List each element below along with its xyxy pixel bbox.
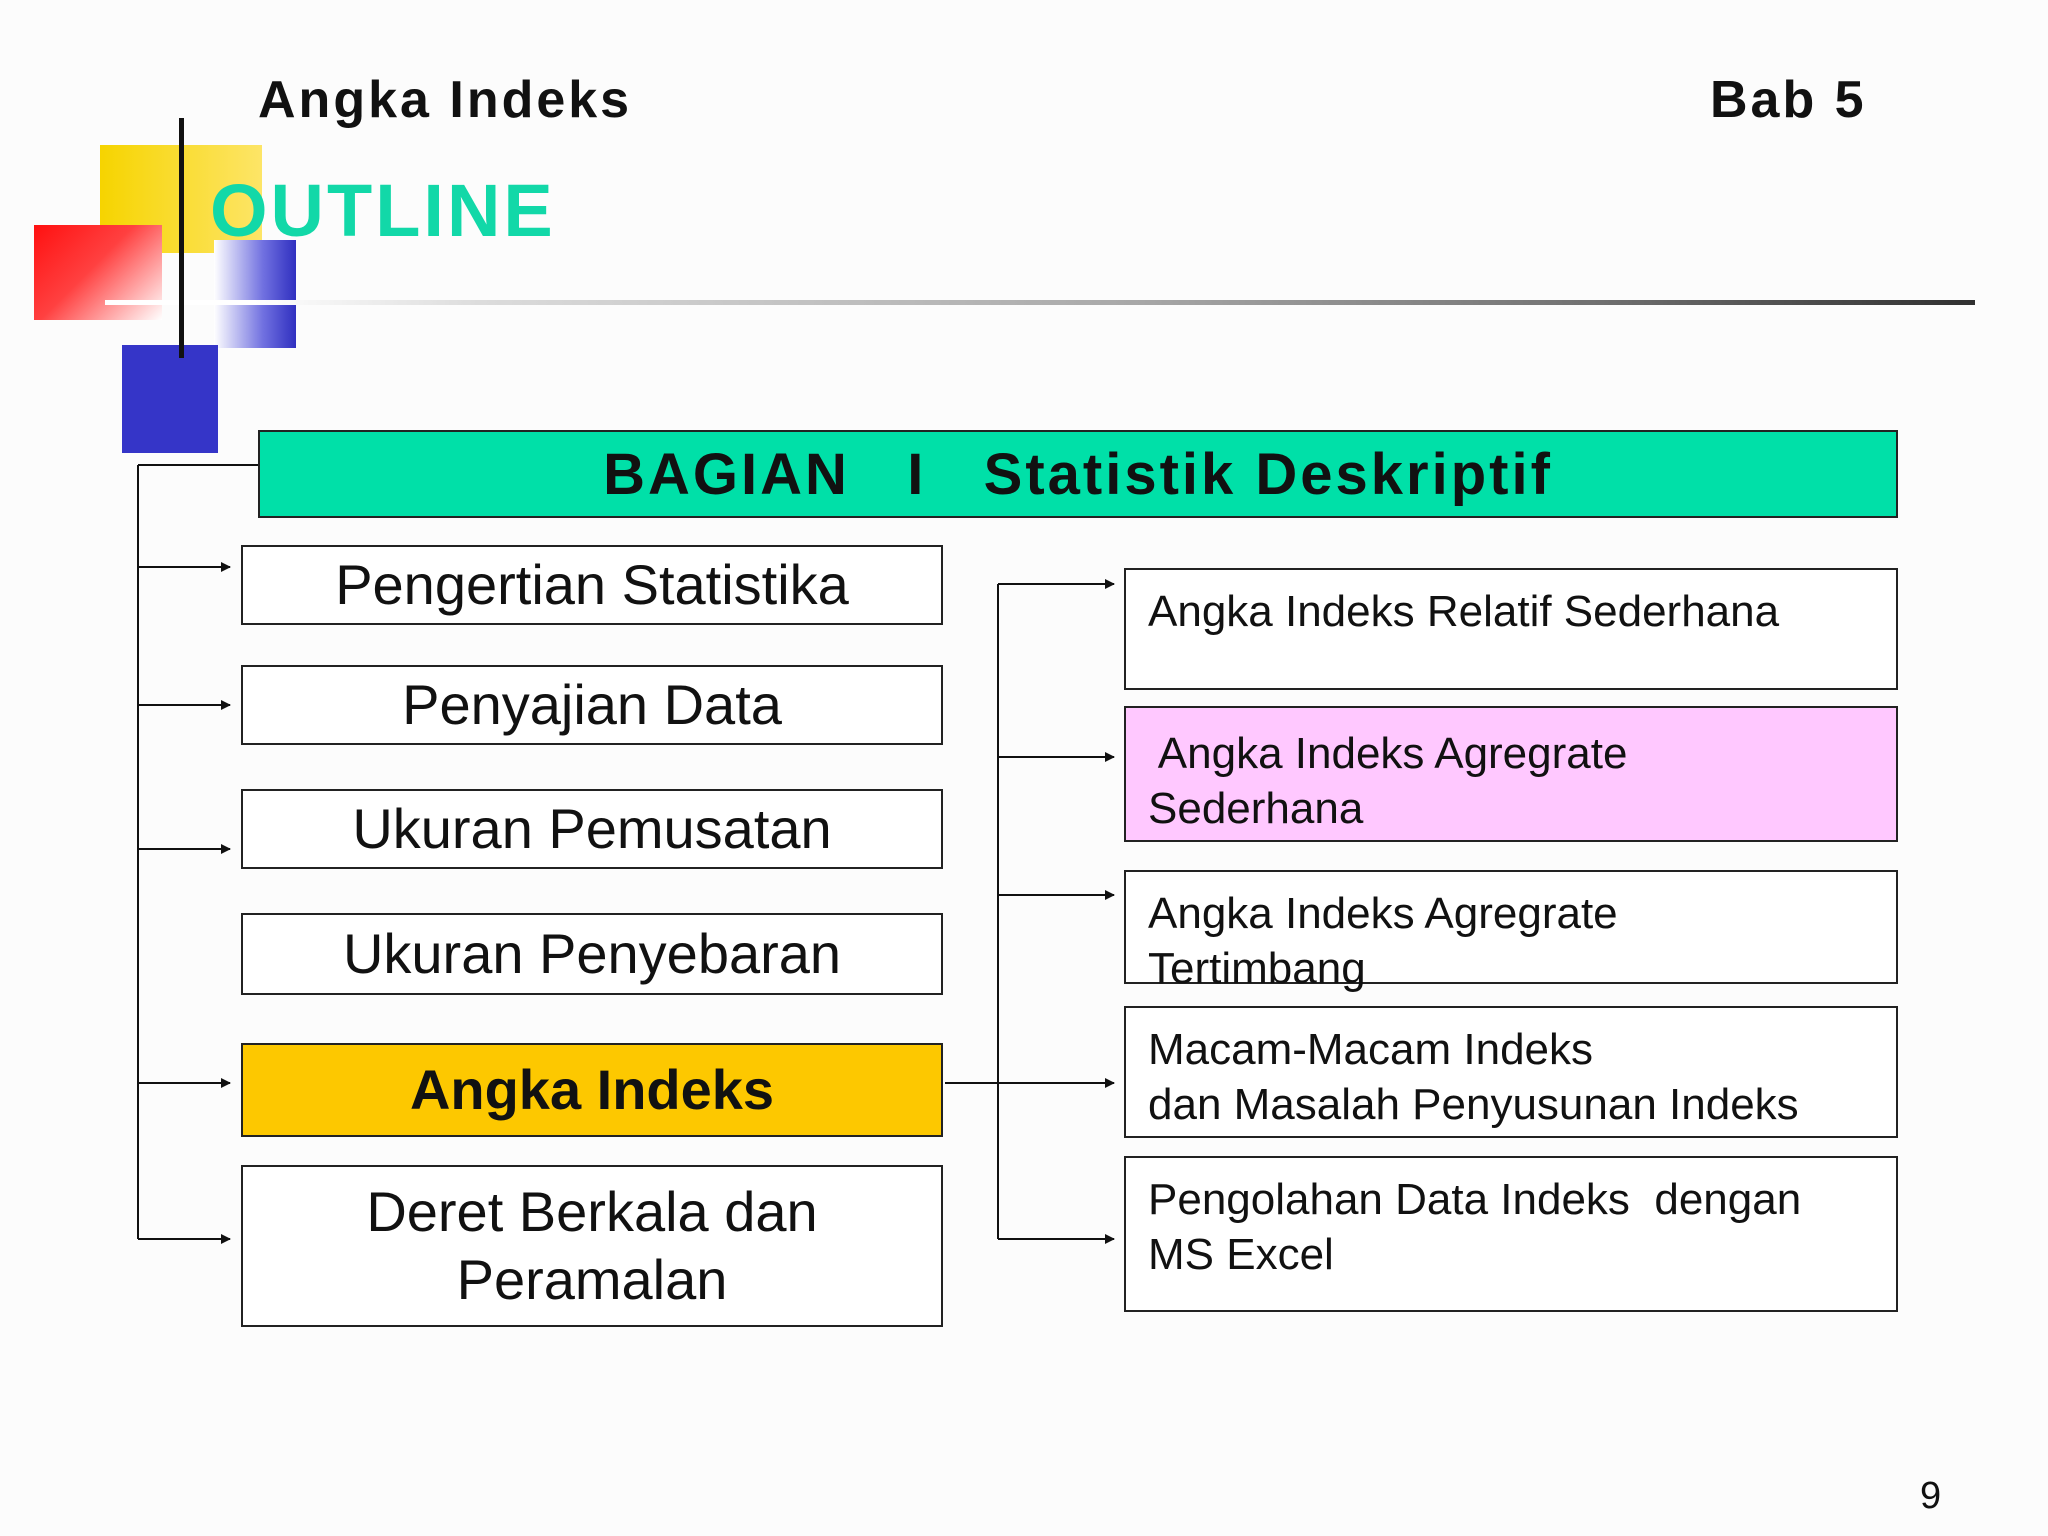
header-chapter-title: Angka Indeks — [258, 71, 633, 129]
right-box-agregrate-sederhana-highlighted: Angka Indeks Agregrate Sederhana — [1124, 706, 1898, 842]
page-number: 9 — [1920, 1475, 1942, 1517]
left-box-angka-indeks-highlighted: Angka Indeks — [241, 1043, 943, 1137]
page-title: OUTLINE — [210, 169, 556, 252]
left-box-pengertian-statistika: Pengertian Statistika — [241, 545, 943, 625]
left-box-ukuran-pemusatan: Ukuran Pemusatan — [241, 789, 943, 869]
right-box-pengolahan-data-excel: Pengolahan Data Indeks dengan MS Excel — [1124, 1156, 1898, 1312]
header-chapter-number: Bab 5 — [1710, 71, 1867, 129]
section-banner: BAGIAN I Statistik Deskriptif — [258, 430, 1898, 518]
left-box-ukuran-penyebaran: Ukuran Penyebaran — [241, 913, 943, 995]
left-box-deret-berkala: Deret Berkala dan Peramalan — [241, 1165, 943, 1327]
left-box-penyajian-data: Penyajian Data — [241, 665, 943, 745]
right-box-macam-macam-indeks: Macam-Macam Indeks dan Masalah Penyusunan Indeks — [1124, 1006, 1898, 1138]
right-box-relatif-sederhana: Angka Indeks Relatif Sederhana — [1124, 568, 1898, 690]
right-box-agregrate-tertimbang: Angka Indeks Agregrate Tertimbang — [1124, 870, 1898, 984]
